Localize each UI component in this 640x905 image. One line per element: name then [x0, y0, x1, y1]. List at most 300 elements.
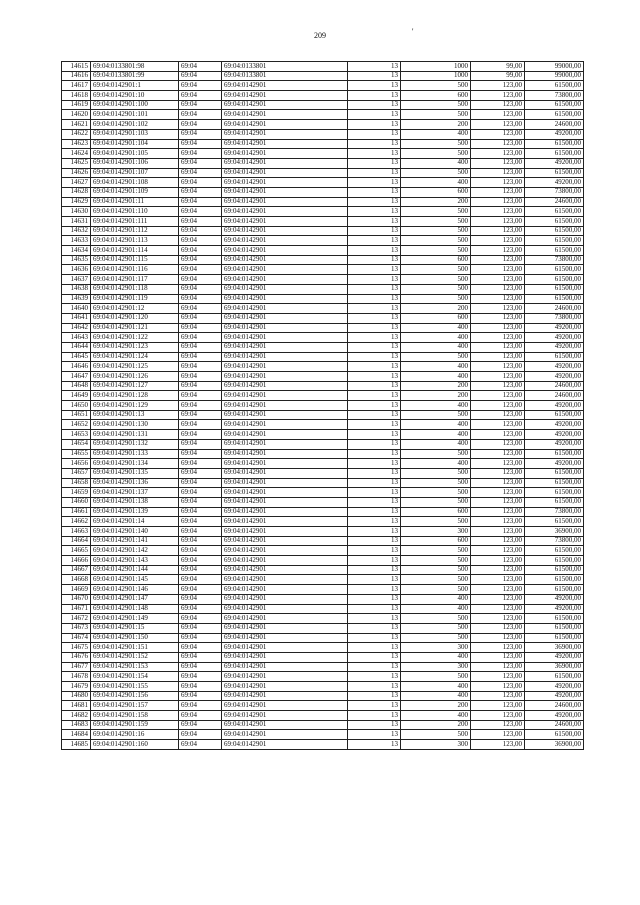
cadastral-number-cell: 69:04:0142901:108: [91, 178, 179, 188]
area-cell: 400: [401, 711, 471, 721]
category-cell: 13: [348, 459, 401, 469]
area-cell: 500: [401, 236, 471, 246]
cadastral-number-cell: 69:04:0142901:149: [91, 614, 179, 624]
rate-cell: 123,00: [471, 740, 525, 750]
area-cell: 400: [401, 342, 471, 352]
cadastral-value-cell: 36900,00: [525, 740, 584, 750]
cadastral-number-cell: 69:04:0142901:158: [91, 711, 179, 721]
category-cell: 13: [348, 517, 401, 527]
quarter-code-cell: 69:04:0142901: [222, 594, 348, 604]
cadastral-value-cell: 24600,00: [525, 304, 584, 314]
area-cell: 400: [401, 594, 471, 604]
district-code-cell: 69:04: [179, 304, 222, 314]
rate-cell: 123,00: [471, 197, 525, 207]
table-row: [62, 672, 584, 682]
area-cell: 400: [401, 459, 471, 469]
quarter-code-cell: 69:04:0142901: [222, 478, 348, 488]
category-cell: 13: [348, 71, 401, 81]
district-code-cell: 69:04: [179, 158, 222, 168]
rate-cell: 123,00: [471, 255, 525, 265]
table-row: [62, 381, 584, 391]
area-cell: 600: [401, 536, 471, 546]
cadastral-number-cell: 69:04:0142901:157: [91, 701, 179, 711]
table-row: [62, 720, 584, 730]
table-row: [62, 517, 584, 527]
category-cell: 13: [348, 62, 401, 72]
page-mark: ': [412, 27, 414, 36]
rate-cell: 123,00: [471, 439, 525, 449]
row-number-cell: 14661: [62, 507, 91, 517]
quarter-code-cell: 69:04:0142901: [222, 430, 348, 440]
rate-cell: 123,00: [471, 362, 525, 372]
area-cell: 500: [401, 672, 471, 682]
cadastral-value-cell: 49200,00: [525, 372, 584, 382]
cadastral-number-cell: 69:04:0142901:152: [91, 652, 179, 662]
table-row: [62, 187, 584, 197]
district-code-cell: 69:04: [179, 342, 222, 352]
quarter-code-cell: 69:04:0142901: [222, 488, 348, 498]
cadastral-number-cell: 69:04:0142901:129: [91, 401, 179, 411]
cadastral-number-cell: 69:04:0142901:100: [91, 100, 179, 110]
cadastral-value-cell: 61500,00: [525, 168, 584, 178]
cadastral-number-cell: 69:04:0142901:119: [91, 294, 179, 304]
rate-cell: 123,00: [471, 420, 525, 430]
area-cell: 500: [401, 575, 471, 585]
row-number-cell: 14659: [62, 488, 91, 498]
category-cell: 13: [348, 362, 401, 372]
cadastral-number-cell: 69:04:0142901:160: [91, 740, 179, 750]
rate-cell: 123,00: [471, 401, 525, 411]
row-number-cell: 14668: [62, 575, 91, 585]
cadastral-value-cell: 61500,00: [525, 226, 584, 236]
area-cell: 200: [401, 720, 471, 730]
area-cell: 200: [401, 381, 471, 391]
category-cell: 13: [348, 381, 401, 391]
district-code-cell: 69:04: [179, 265, 222, 275]
table-row: [62, 410, 584, 420]
rate-cell: 123,00: [471, 701, 525, 711]
rate-cell: 123,00: [471, 284, 525, 294]
cadastral-number-cell: 69:04:0142901:111: [91, 217, 179, 227]
district-code-cell: 69:04: [179, 246, 222, 256]
cadastral-number-cell: 69:04:0142901:117: [91, 275, 179, 285]
cadastral-value-cell: 49200,00: [525, 594, 584, 604]
cadastral-value-cell: 49200,00: [525, 401, 584, 411]
area-cell: 500: [401, 352, 471, 362]
row-number-cell: 14671: [62, 604, 91, 614]
cadastral-number-cell: 69:04:0142901:153: [91, 662, 179, 672]
row-number-cell: 14649: [62, 391, 91, 401]
quarter-code-cell: 69:04:0142901: [222, 401, 348, 411]
cadastral-value-cell: 61500,00: [525, 207, 584, 217]
quarter-code-cell: 69:04:0142901: [222, 139, 348, 149]
rate-cell: 99,00: [471, 62, 525, 72]
category-cell: 13: [348, 275, 401, 285]
table-row: [62, 449, 584, 459]
area-cell: 600: [401, 507, 471, 517]
table-row: [62, 342, 584, 352]
area-cell: 200: [401, 701, 471, 711]
quarter-code-cell: 69:04:0142901: [222, 701, 348, 711]
row-number-cell: 14660: [62, 497, 91, 507]
row-number-cell: 14638: [62, 284, 91, 294]
district-code-cell: 69:04: [179, 255, 222, 265]
table-row: [62, 333, 584, 343]
row-number-cell: 14622: [62, 129, 91, 139]
category-cell: 13: [348, 178, 401, 188]
table-row: [62, 362, 584, 372]
area-cell: 400: [401, 401, 471, 411]
district-code-cell: 69:04: [179, 236, 222, 246]
row-number-cell: 14647: [62, 372, 91, 382]
district-code-cell: 69:04: [179, 536, 222, 546]
district-code-cell: 69:04: [179, 682, 222, 692]
category-cell: 13: [348, 352, 401, 362]
area-cell: 500: [401, 517, 471, 527]
area-cell: 500: [401, 497, 471, 507]
quarter-code-cell: 69:04:0142901: [222, 536, 348, 546]
rate-cell: 123,00: [471, 139, 525, 149]
cadastral-value-cell: 36900,00: [525, 527, 584, 537]
area-cell: 500: [401, 556, 471, 566]
area-cell: 400: [401, 439, 471, 449]
table-row: [62, 546, 584, 556]
category-cell: 13: [348, 158, 401, 168]
rate-cell: 123,00: [471, 430, 525, 440]
category-cell: 13: [348, 439, 401, 449]
cadastral-number-cell: 69:04:0142901:124: [91, 352, 179, 362]
cadastral-number-cell: 69:04:0142901:11: [91, 197, 179, 207]
cadastral-value-cell: 49200,00: [525, 129, 584, 139]
rate-cell: 123,00: [471, 207, 525, 217]
district-code-cell: 69:04: [179, 333, 222, 343]
district-code-cell: 69:04: [179, 91, 222, 101]
cadastral-number-cell: 69:04:0142901:156: [91, 691, 179, 701]
rate-cell: 123,00: [471, 662, 525, 672]
quarter-code-cell: 69:04:0142901: [222, 604, 348, 614]
cadastral-number-cell: 69:04:0142901:134: [91, 459, 179, 469]
district-code-cell: 69:04: [179, 730, 222, 740]
cadastral-value-cell: 49200,00: [525, 604, 584, 614]
cadastral-number-cell: 69:04:0142901:107: [91, 168, 179, 178]
category-cell: 13: [348, 536, 401, 546]
cadastral-value-cell: 61500,00: [525, 284, 584, 294]
table-row: [62, 81, 584, 91]
cadastral-value-cell: 61500,00: [525, 110, 584, 120]
rate-cell: 123,00: [471, 81, 525, 91]
quarter-code-cell: 69:04:0142901: [222, 517, 348, 527]
rate-cell: 123,00: [471, 381, 525, 391]
row-number-cell: 14650: [62, 401, 91, 411]
row-number-cell: 14667: [62, 565, 91, 575]
quarter-code-cell: 69:04:0142901: [222, 110, 348, 120]
category-cell: 13: [348, 236, 401, 246]
row-number-cell: 14651: [62, 410, 91, 420]
row-number-cell: 14669: [62, 585, 91, 595]
category-cell: 13: [348, 662, 401, 672]
area-cell: 500: [401, 633, 471, 643]
quarter-code-cell: 69:04:0142901: [222, 342, 348, 352]
table-row: [62, 556, 584, 566]
area-cell: 200: [401, 120, 471, 130]
category-cell: 13: [348, 594, 401, 604]
table-row: [62, 158, 584, 168]
category-cell: 13: [348, 313, 401, 323]
rate-cell: 123,00: [471, 691, 525, 701]
area-cell: 200: [401, 391, 471, 401]
row-number-cell: 14682: [62, 711, 91, 721]
category-cell: 13: [348, 217, 401, 227]
cadastral-value-cell: 73800,00: [525, 507, 584, 517]
table-row: [62, 536, 584, 546]
area-cell: 500: [401, 449, 471, 459]
row-number-cell: 14674: [62, 633, 91, 643]
rate-cell: 123,00: [471, 323, 525, 333]
area-cell: 500: [401, 468, 471, 478]
table-row: [62, 614, 584, 624]
category-cell: 13: [348, 265, 401, 275]
row-number-cell: 14618: [62, 91, 91, 101]
district-code-cell: 69:04: [179, 226, 222, 236]
cadastral-value-cell: 61500,00: [525, 449, 584, 459]
cadastral-number-cell: 69:04:0142901:133: [91, 449, 179, 459]
cadastral-value-cell: 99000,00: [525, 71, 584, 81]
table-row: [62, 711, 584, 721]
rate-cell: 123,00: [471, 652, 525, 662]
area-cell: 1000: [401, 62, 471, 72]
category-cell: 13: [348, 226, 401, 236]
district-code-cell: 69:04: [179, 691, 222, 701]
row-number-cell: 14676: [62, 652, 91, 662]
cadastral-number-cell: 69:04:0142901:104: [91, 139, 179, 149]
rate-cell: 123,00: [471, 217, 525, 227]
table-row: [62, 246, 584, 256]
district-code-cell: 69:04: [179, 497, 222, 507]
cadastral-value-table: [61, 61, 584, 750]
quarter-code-cell: 69:04:0142901: [222, 81, 348, 91]
area-cell: 400: [401, 323, 471, 333]
row-number-cell: 14625: [62, 158, 91, 168]
rate-cell: 123,00: [471, 497, 525, 507]
district-code-cell: 69:04: [179, 275, 222, 285]
table-row: [62, 352, 584, 362]
rate-cell: 123,00: [471, 91, 525, 101]
cadastral-value-cell: 61500,00: [525, 294, 584, 304]
area-cell: 400: [401, 178, 471, 188]
area-cell: 500: [401, 585, 471, 595]
table-row: [62, 633, 584, 643]
cadastral-value-cell: 49200,00: [525, 420, 584, 430]
row-number-cell: 14646: [62, 362, 91, 372]
area-cell: 600: [401, 255, 471, 265]
row-number-cell: 14624: [62, 149, 91, 159]
cadastral-number-cell: 69:04:0142901:15: [91, 623, 179, 633]
category-cell: 13: [348, 110, 401, 120]
row-number-cell: 14616: [62, 71, 91, 81]
row-number-cell: 14633: [62, 236, 91, 246]
table-row: [62, 701, 584, 711]
table-row: [62, 430, 584, 440]
category-cell: 13: [348, 91, 401, 101]
row-number-cell: 14655: [62, 449, 91, 459]
quarter-code-cell: 69:04:0142901: [222, 178, 348, 188]
cadastral-number-cell: 69:04:0142901:1: [91, 81, 179, 91]
quarter-code-cell: 69:04:0142901: [222, 449, 348, 459]
area-cell: 500: [401, 614, 471, 624]
table-row: [62, 401, 584, 411]
cadastral-value-cell: 49200,00: [525, 682, 584, 692]
cadastral-number-cell: 69:04:0142901:127: [91, 381, 179, 391]
table-row: [62, 527, 584, 537]
district-code-cell: 69:04: [179, 672, 222, 682]
district-code-cell: 69:04: [179, 149, 222, 159]
cadastral-value-cell: 73800,00: [525, 91, 584, 101]
rate-cell: 123,00: [471, 120, 525, 130]
row-number-cell: 14643: [62, 333, 91, 343]
rate-cell: 123,00: [471, 275, 525, 285]
rate-cell: 123,00: [471, 410, 525, 420]
row-number-cell: 14639: [62, 294, 91, 304]
rate-cell: 123,00: [471, 100, 525, 110]
quarter-code-cell: 69:04:0142901: [222, 129, 348, 139]
cadastral-number-cell: 69:04:0142901:114: [91, 246, 179, 256]
category-cell: 13: [348, 672, 401, 682]
cadastral-value-cell: 49200,00: [525, 691, 584, 701]
area-cell: 300: [401, 662, 471, 672]
table-row: [62, 652, 584, 662]
district-code-cell: 69:04: [179, 352, 222, 362]
row-number-cell: 14631: [62, 217, 91, 227]
rate-cell: 123,00: [471, 265, 525, 275]
row-number-cell: 14637: [62, 275, 91, 285]
category-cell: 13: [348, 187, 401, 197]
area-cell: 600: [401, 313, 471, 323]
rate-cell: 123,00: [471, 720, 525, 730]
district-code-cell: 69:04: [179, 488, 222, 498]
district-code-cell: 69:04: [179, 410, 222, 420]
category-cell: 13: [348, 342, 401, 352]
cadastral-number-cell: 69:04:0142901:123: [91, 342, 179, 352]
quarter-code-cell: 69:04:0142901: [222, 527, 348, 537]
table-row: [62, 168, 584, 178]
district-code-cell: 69:04: [179, 556, 222, 566]
cadastral-number-cell: 69:04:0142901:115: [91, 255, 179, 265]
cadastral-number-cell: 69:04:0142901:112: [91, 226, 179, 236]
cadastral-value-cell: 61500,00: [525, 575, 584, 585]
cadastral-value-cell: 49200,00: [525, 342, 584, 352]
rate-cell: 123,00: [471, 711, 525, 721]
area-cell: 500: [401, 284, 471, 294]
category-cell: 13: [348, 391, 401, 401]
cadastral-value-cell: 61500,00: [525, 81, 584, 91]
area-cell: 400: [401, 129, 471, 139]
rate-cell: 123,00: [471, 468, 525, 478]
row-number-cell: 14636: [62, 265, 91, 275]
area-cell: 500: [401, 546, 471, 556]
cadastral-value-cell: 61500,00: [525, 265, 584, 275]
district-code-cell: 69:04: [179, 711, 222, 721]
cadastral-number-cell: 69:04:0142901:126: [91, 372, 179, 382]
area-cell: 300: [401, 643, 471, 653]
cadastral-number-cell: 69:04:0142901:154: [91, 672, 179, 682]
row-number-cell: 14627: [62, 178, 91, 188]
rate-cell: 123,00: [471, 372, 525, 382]
table-row: [62, 682, 584, 692]
district-code-cell: 69:04: [179, 430, 222, 440]
row-number-cell: 14677: [62, 662, 91, 672]
cadastral-value-cell: 61500,00: [525, 556, 584, 566]
cadastral-value-cell: 24600,00: [525, 391, 584, 401]
table-row: [62, 226, 584, 236]
category-cell: 13: [348, 691, 401, 701]
row-number-cell: 14630: [62, 207, 91, 217]
rate-cell: 123,00: [471, 110, 525, 120]
cadastral-number-cell: 69:04:0142901:135: [91, 468, 179, 478]
cadastral-number-cell: 69:04:0142901:13: [91, 410, 179, 420]
table-row: [62, 110, 584, 120]
category-cell: 13: [348, 623, 401, 633]
area-cell: 500: [401, 275, 471, 285]
area-cell: 400: [401, 420, 471, 430]
quarter-code-cell: 69:04:0142901: [222, 294, 348, 304]
rate-cell: 123,00: [471, 304, 525, 314]
quarter-code-cell: 69:04:0142901: [222, 100, 348, 110]
row-number-cell: 14683: [62, 720, 91, 730]
category-cell: 13: [348, 633, 401, 643]
table-row: [62, 585, 584, 595]
quarter-code-cell: 69:04:0142901: [222, 740, 348, 750]
category-cell: 13: [348, 575, 401, 585]
category-cell: 13: [348, 81, 401, 91]
cadastral-value-cell: 36900,00: [525, 643, 584, 653]
district-code-cell: 69:04: [179, 594, 222, 604]
table-row: [62, 643, 584, 653]
rate-cell: 123,00: [471, 527, 525, 537]
row-number-cell: 14619: [62, 100, 91, 110]
rate-cell: 123,00: [471, 352, 525, 362]
category-cell: 13: [348, 304, 401, 314]
quarter-code-cell: 69:04:0142901: [222, 197, 348, 207]
area-cell: 600: [401, 91, 471, 101]
category-cell: 13: [348, 643, 401, 653]
row-number-cell: 14666: [62, 556, 91, 566]
category-cell: 13: [348, 604, 401, 614]
cadastral-number-cell: 69:04:0142901:125: [91, 362, 179, 372]
district-code-cell: 69:04: [179, 740, 222, 750]
cadastral-value-cell: 61500,00: [525, 352, 584, 362]
row-number-cell: 14640: [62, 304, 91, 314]
cadastral-number-cell: 69:04:0142901:144: [91, 565, 179, 575]
area-cell: 400: [401, 430, 471, 440]
district-code-cell: 69:04: [179, 178, 222, 188]
cadastral-number-cell: 69:04:0142901:102: [91, 120, 179, 130]
area-cell: 500: [401, 226, 471, 236]
quarter-code-cell: 69:04:0142901: [222, 352, 348, 362]
cadastral-number-cell: 69:04:0142901:141: [91, 536, 179, 546]
table-row: [62, 149, 584, 159]
row-number-cell: 14644: [62, 342, 91, 352]
row-number-cell: 14680: [62, 691, 91, 701]
cadastral-value-cell: 61500,00: [525, 149, 584, 159]
district-code-cell: 69:04: [179, 71, 222, 81]
row-number-cell: 14656: [62, 459, 91, 469]
area-cell: 400: [401, 652, 471, 662]
rate-cell: 123,00: [471, 168, 525, 178]
rate-cell: 123,00: [471, 391, 525, 401]
row-number-cell: 14620: [62, 110, 91, 120]
area-cell: 300: [401, 740, 471, 750]
category-cell: 13: [348, 682, 401, 692]
